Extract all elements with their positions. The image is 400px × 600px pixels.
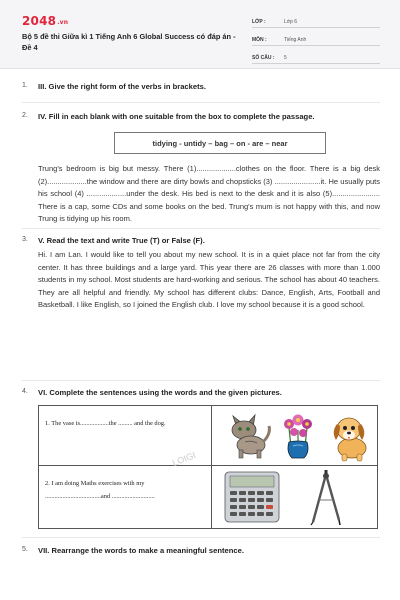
divider [22,537,380,538]
meta-row-count [252,49,380,64]
meta-row-subject [252,31,380,46]
question-3 [22,236,382,376]
compass-tool-icon [305,470,347,526]
passage-text [38,163,380,226]
divider [22,228,380,229]
exercise-sentence-2-blanks: ...................................and ........................... [45,493,155,500]
question-title: IV. Fill in each blank with one suitable from the box to complete the passage. [38,112,315,121]
picture-exercise-table [38,405,378,529]
word-box: tidying - untidy – bag – on - are – near [114,132,326,154]
meta-row-class [252,13,380,28]
logo-text: 2048 [22,14,57,28]
question-number: 3. [22,236,28,243]
divider [22,102,380,103]
reading-text [38,249,380,312]
passage-paragraph: Trung's bedroom is big but messy. There (1)...................clothes on the floor. There is a big desk (2)...................the window and there are dirty bowls and chopsticks (3) ......................it. He usually puts his school (4) ...................under the desk. His bed is next to the desk and it is also (5)....................... There is a cap, some CDs and some books on the bed. Trung's mum is not happy with this, and now Trung is tidying up his room. [38,164,380,224]
meta-label: SỐ CÂU : [252,55,275,61]
question-4 [22,388,382,402]
question-number: 2. [22,112,28,119]
site-logo[interactable] [22,14,68,28]
question-title: III. Give the right form of the verbs in brackets. [38,82,206,91]
meta-value: Lớp 6 [284,19,298,25]
table-column-divider [211,406,212,528]
watermark-text: LOIGI [171,449,198,469]
vase-icon [277,410,319,462]
exercise-sentence-1: 1. The vase is..................the ......... and the dog. [45,420,166,427]
question-title: V. Read the text and write True (T) or False (F). [38,236,205,245]
meta-label: MÔN : [252,37,267,43]
question-5 [22,546,382,560]
meta-label: LỚP : [252,19,266,25]
question-1 [22,82,382,96]
document-title: Bộ 5 đề thi Giữa kì 1 Tiếng Anh 6 Global Success có đáp án - Đề 4 [22,32,236,52]
question-number: 5. [22,546,28,553]
question-number: 4. [22,388,28,395]
meta-panel [252,13,380,67]
dog-icon [327,412,373,462]
cat-icon [223,412,273,460]
calculator-icon [221,470,283,524]
reading-paragraph: Hi. I am Lan. I would like to tell you about my new school. It is in a quiet place not far from the city center. It has three buildings and a large yard. This year there are 26 classes with more than 1.000 students in my school. Most students are hard-working and serious. The school has about 40 teachers. They are all helpful and friendly. My school has different clubs: Dance, English, Arts, Football and Basketball. I like English, so I joined the English club. I love my school because it is a good school. [38,250,380,310]
meta-value: Tiếng Anh [284,37,307,43]
table-row-divider [39,465,377,466]
divider [22,380,380,381]
meta-value: 5 [284,55,287,61]
document-header [0,0,400,69]
logo-suffix: .vn [57,19,69,26]
question-title: VII. Rearrange the words to make a meaningful sentence. [38,546,244,555]
question-number: 1. [22,82,28,89]
exercise-sentence-2: 2. I am doing Maths exercises with my [45,480,145,487]
question-title: VI. Complete the sentences using the words and the given pictures. [38,388,282,397]
question-2 [22,112,382,247]
